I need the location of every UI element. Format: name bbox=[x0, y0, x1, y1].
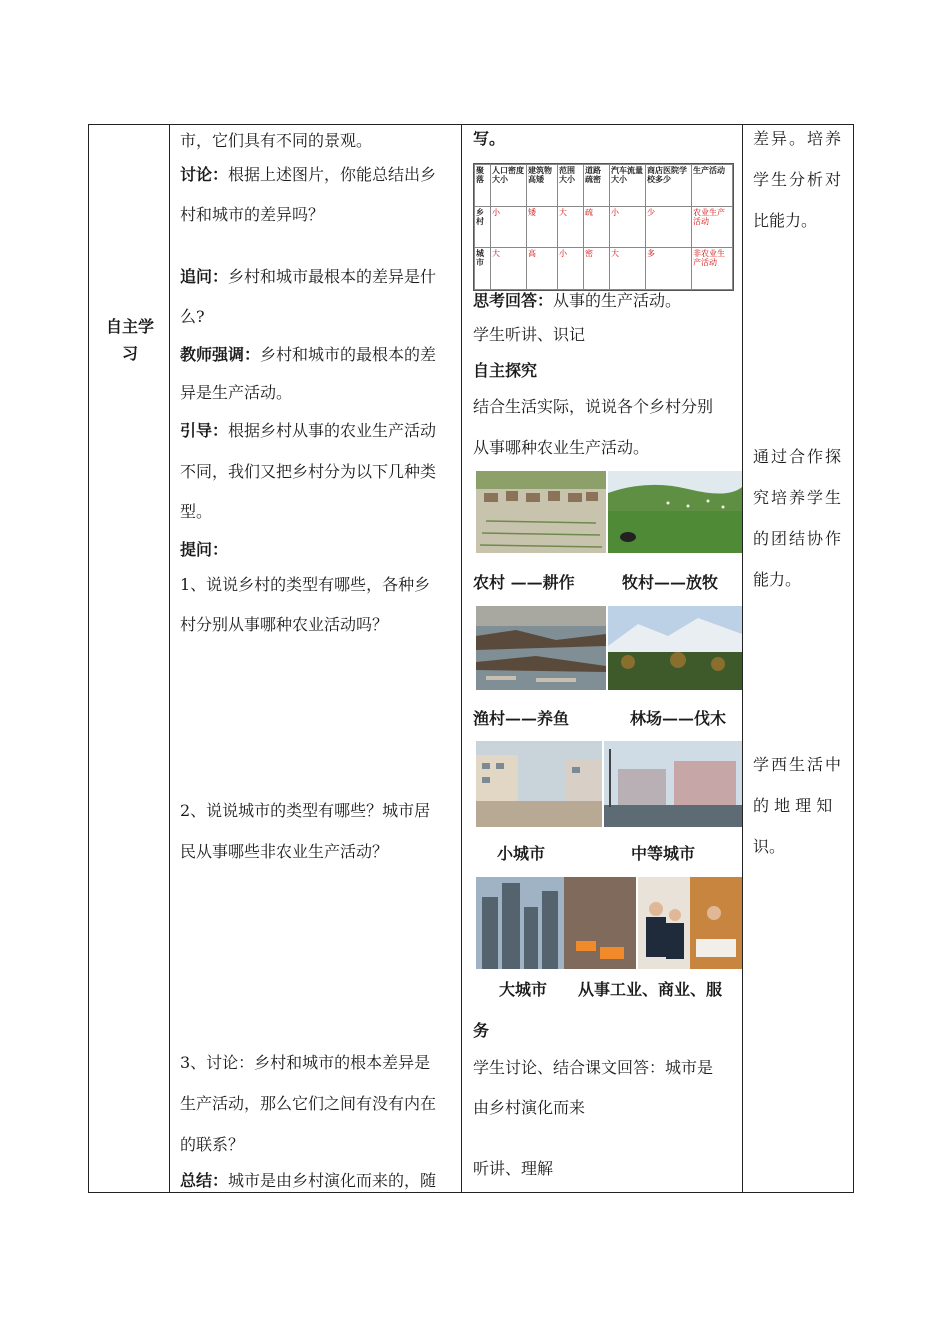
followup-text: 乡村和城市最根本的差异是什 bbox=[228, 267, 437, 286]
discuss-line bbox=[180, 165, 436, 185]
row-name: 城市 bbox=[475, 248, 491, 290]
explore-text-cont: 从事哪种农业生产活动。 bbox=[473, 438, 650, 457]
medium-city-photo bbox=[604, 741, 742, 827]
emphasis-label: 教师强调： bbox=[180, 345, 261, 364]
table-header: 商店医院学校多少 bbox=[646, 165, 692, 207]
caption-big-city: 大城市 bbox=[499, 980, 548, 999]
table-header: 生产活动 bbox=[692, 165, 733, 207]
table-cell: 大 bbox=[610, 248, 646, 290]
explore-text: 结合生活实际，说说各个乡村分别 bbox=[473, 397, 714, 416]
listen-understand: 听讲、理解 bbox=[473, 1159, 554, 1178]
design-intent-cell bbox=[743, 125, 854, 1192]
intent-3-cont: 的 地 理 知 bbox=[753, 796, 833, 815]
section-label: 自主学习 bbox=[105, 317, 154, 363]
discuss-answer-cont: 由乡村演化而来 bbox=[473, 1098, 586, 1117]
table-cell: 大 bbox=[491, 248, 527, 290]
pasture-photo bbox=[608, 471, 742, 553]
followup-text-cont: 么? bbox=[180, 307, 205, 326]
guide-label: 引导： bbox=[180, 421, 229, 440]
intent-1-cont: 学生分析对 bbox=[753, 170, 844, 189]
intent-2-cont: 究培养学生 bbox=[753, 488, 844, 507]
comparison-table-image bbox=[473, 163, 734, 291]
student-activity-cell bbox=[462, 125, 742, 1192]
caption-work-cont: 务 bbox=[473, 1021, 490, 1040]
question-1-cont: 村分别从事哪种农业活动吗？ bbox=[180, 615, 389, 634]
think-text: 从事的生产活动。 bbox=[553, 291, 682, 310]
table-cell: 少 bbox=[646, 206, 692, 248]
table-cell: 多 bbox=[646, 248, 692, 290]
table-cell: 农业生产活动 bbox=[692, 206, 733, 248]
fishing-village-photo bbox=[476, 606, 606, 690]
guide-line bbox=[180, 421, 436, 441]
caption-farm: 农村 ——耕作 bbox=[473, 573, 575, 592]
caption-medium-city: 中等城市 bbox=[631, 844, 696, 863]
table-cell: 非农业生产活动 bbox=[692, 248, 733, 290]
student-top: 写。 bbox=[473, 129, 506, 148]
table-cell: 矮 bbox=[527, 206, 558, 248]
intent-3-end: 识。 bbox=[753, 837, 786, 856]
followup-label: 追问： bbox=[180, 267, 229, 286]
table-cell: 小 bbox=[558, 248, 584, 290]
discuss-text-cont: 村和城市的差异吗？ bbox=[180, 205, 325, 224]
intent-3: 学西生活中 bbox=[753, 755, 844, 774]
section-cell bbox=[89, 125, 169, 1192]
emphasis-line bbox=[180, 345, 436, 365]
guide-text-end: 型。 bbox=[180, 502, 213, 521]
caption-pasture: 牧村——放牧 bbox=[622, 573, 719, 592]
listen-text: 学生听讲、识记 bbox=[473, 325, 586, 344]
emphasis-text: 乡村和城市的最根本的差 bbox=[260, 345, 437, 364]
intent-1-end: 比能力。 bbox=[753, 211, 818, 230]
question-3-cont: 生产活动，那么它们之间有没有内在 bbox=[180, 1094, 437, 1113]
small-city-photo bbox=[476, 741, 602, 827]
question-2-cont: 民从事哪些非农业生产活动？ bbox=[180, 842, 389, 861]
summary-text: 城市是由乡村演化而来的，随 bbox=[228, 1171, 437, 1190]
question-1: 1、说说乡村的类型有哪些，各种乡 bbox=[180, 575, 431, 594]
table-header: 聚落 bbox=[475, 165, 491, 207]
table-cell: 大 bbox=[558, 206, 584, 248]
think-line bbox=[473, 291, 681, 311]
intent-2-end: 能力。 bbox=[753, 570, 802, 589]
caption-forest: 林场——伐木 bbox=[630, 709, 727, 728]
explore-label: 自主探究 bbox=[473, 361, 538, 380]
question-3: 3、讨论：乡村和城市的根本差异是 bbox=[180, 1053, 431, 1072]
think-label: 思考回答： bbox=[473, 291, 554, 310]
table-header: 汽车流量大小 bbox=[610, 165, 646, 207]
big-city-photo bbox=[476, 877, 636, 969]
caption-fish: 渔村——养鱼 bbox=[473, 709, 570, 728]
workers-photo bbox=[638, 877, 742, 969]
rice-planting-photo bbox=[476, 471, 606, 553]
discuss-text: 根据上述图片，你能总结出乡 bbox=[228, 165, 437, 184]
guide-text-cont: 不同，我们又把乡村分为以下几种类 bbox=[180, 462, 437, 481]
summary-line bbox=[180, 1171, 436, 1191]
intent-2-cont2: 的团结协作 bbox=[753, 529, 844, 548]
guide-text: 根据乡村从事的农业生产活动 bbox=[228, 421, 437, 440]
row-name: 乡村 bbox=[475, 206, 491, 248]
table-cell: 小 bbox=[610, 206, 646, 248]
emphasis-text-cont: 异是生产活动。 bbox=[180, 383, 293, 402]
forest-photo bbox=[608, 606, 742, 690]
summary-label: 总结： bbox=[180, 1171, 229, 1190]
teacher-activity-cell bbox=[170, 125, 461, 1192]
table-header: 建筑物高矮 bbox=[527, 165, 558, 207]
table-row bbox=[475, 248, 733, 290]
table-header: 人口密度大小 bbox=[491, 165, 527, 207]
discuss-answer: 学生讨论、结合课文回答：城市是 bbox=[473, 1058, 714, 1077]
table-row bbox=[475, 206, 733, 248]
caption-work: 从事工业、商业、服 bbox=[578, 980, 723, 999]
table-header: 范围大小 bbox=[558, 165, 584, 207]
table-cell: 高 bbox=[527, 248, 558, 290]
intent-1: 差异。培养 bbox=[753, 129, 844, 148]
discuss-label: 讨论： bbox=[180, 165, 229, 184]
question-2: 2、说说城市的类型有哪些？城市居 bbox=[180, 801, 431, 820]
teacher-line: 市，它们具有不同的景观。 bbox=[180, 131, 373, 150]
intent-2: 通过合作探 bbox=[753, 447, 844, 466]
lesson-table bbox=[88, 124, 854, 1193]
question-3-end: 的联系？ bbox=[180, 1135, 245, 1154]
table-cell: 小 bbox=[491, 206, 527, 248]
caption-small-city: 小城市 bbox=[497, 844, 546, 863]
table-header: 道路疏密 bbox=[584, 165, 610, 207]
table-cell: 密 bbox=[584, 248, 610, 290]
followup-line bbox=[180, 267, 436, 287]
table-cell: 疏 bbox=[584, 206, 610, 248]
ask-label: 提问： bbox=[180, 540, 229, 559]
